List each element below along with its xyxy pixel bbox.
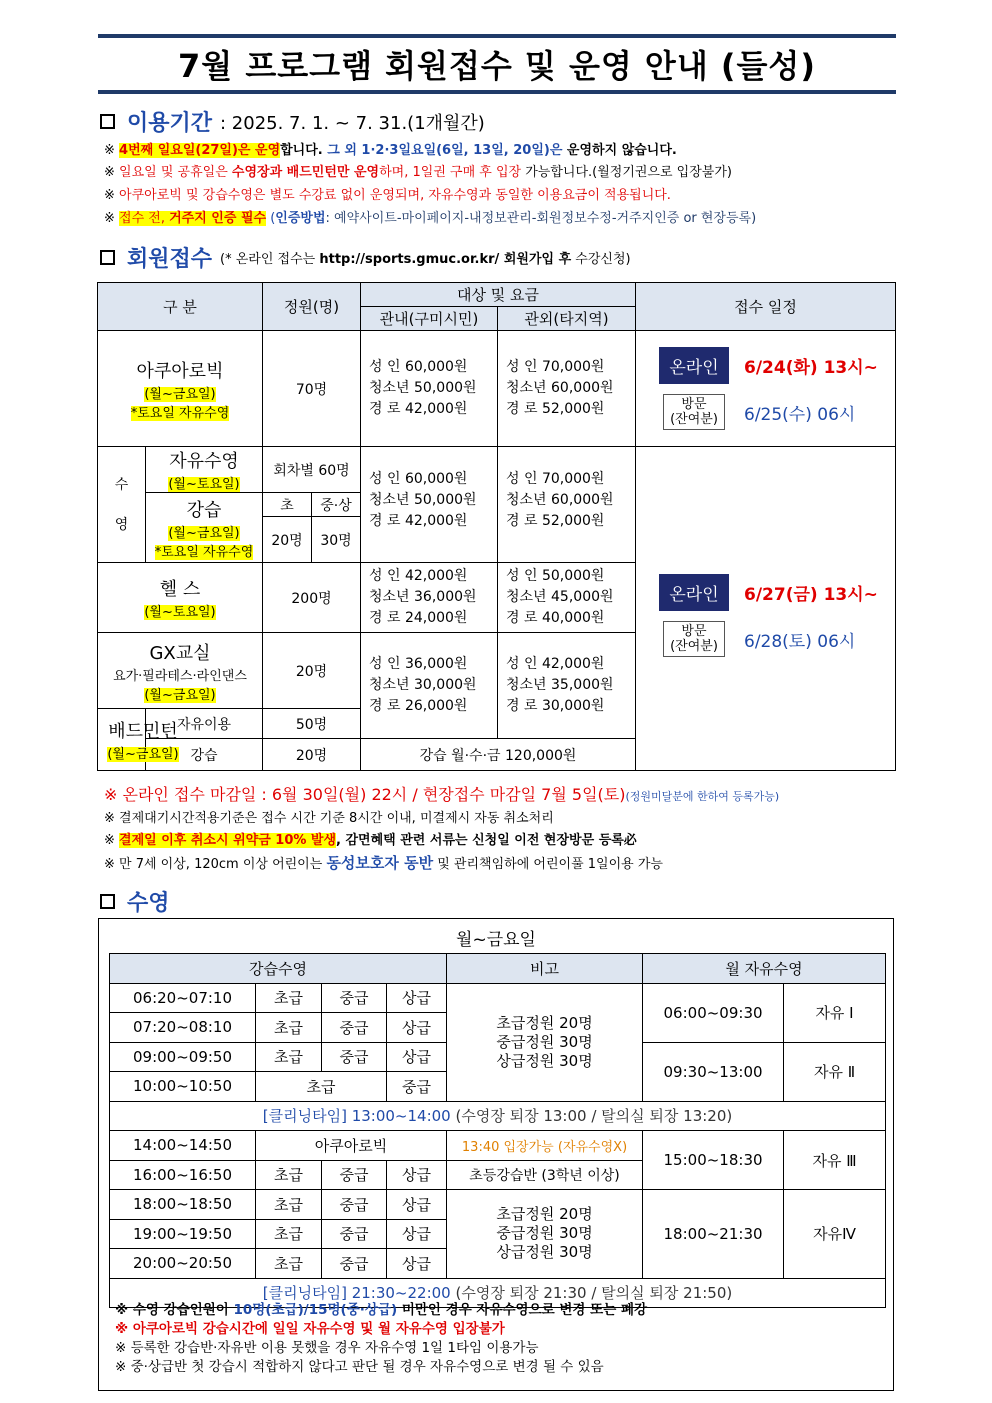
badminton-free-capacity: 50명 (263, 709, 361, 739)
note-payment: ※ 결제대기시간적용기준은 접수 시간 기준 8시간 이내, 미결제시 자동 취소처리 (104, 811, 554, 826)
free-swim-capacity: 회차별 60명 (263, 447, 361, 493)
note-holiday-c: 하며, (379, 165, 413, 180)
level-beginner: 초급 (256, 1072, 387, 1102)
swim-days: 월~금요일 (456, 930, 536, 950)
fee-line: 경 로 24,000원 (369, 610, 468, 626)
free-swim-days: (월~토요일) (168, 477, 240, 492)
membership-label: 회원접수 (127, 247, 213, 272)
clean-2-b: (수영장 퇴장 21:30 / 탈의실 퇴장 21:50) (450, 1284, 733, 1303)
note-sunday-text: 합니다. (280, 143, 328, 158)
free-time-2: 09:30~13:00 (643, 1042, 784, 1101)
level-adv: 상급 (387, 1190, 447, 1220)
time-slot: 18:00~18:50 (110, 1190, 256, 1220)
fee-line: 경 로 42,000원 (369, 401, 468, 417)
note-kids-a: 만 7세 이상, 120cm 이상 어린이는 (119, 857, 327, 872)
swim-section-label: 수영 (127, 891, 170, 916)
badminton-name: 배드민턴 (108, 721, 178, 742)
gx-capacity: 20명 (263, 633, 361, 709)
swim-note-1-b: 10명(초급)/15명(중·상급) (233, 1302, 398, 1318)
membership-note-c: 수강신청) (571, 252, 631, 267)
badminton-days: (월~금요일) (107, 747, 179, 762)
level-beginner: 초급 (256, 1013, 322, 1043)
fee-line: 경 로 26,000원 (369, 698, 468, 714)
aqua-cell (98, 331, 263, 447)
fee-line: 경 로 42,000원 (369, 513, 468, 529)
header-gubun: 구 분 (98, 283, 263, 331)
capacity-note-1 (447, 983, 643, 1101)
aqua-capacity: 70명 (263, 331, 361, 447)
lesson-midup: 중·상 (312, 493, 361, 517)
cap-line: 초급정원 20명 (496, 1205, 593, 1224)
lesson-free: *토요일 자유수영 (154, 544, 254, 560)
note-holiday-a: 일요일 및 공휴일은 (119, 165, 232, 180)
swim-note-3: ※ 등록한 강습반·자유반 이용 못했을 경우 자유수영 1일 1타임 이용가능 (115, 1340, 539, 1356)
note-holiday-e: 가능합니다.(월정기권으로 입장불가) (521, 165, 732, 180)
swim-label-2: 영 (114, 516, 129, 533)
level-beginner: 초급 (256, 1160, 322, 1190)
note-res-d: 인증방법 (275, 211, 326, 226)
free-label-2: 자유 Ⅱ (784, 1042, 886, 1101)
visit-badge (663, 621, 725, 657)
aquarobic-lesson: 아쿠아로빅 (256, 1131, 447, 1161)
swim-note-4: ※ 중·상급반 첫 강습시 적합하지 않다고 판단 될 경우 자유수영으로 변경 될 수 있음 (115, 1359, 604, 1375)
membership-note (220, 248, 631, 267)
fee-line: 성 인 50,000원 (506, 568, 605, 584)
health-name: 헬 스 (159, 579, 201, 600)
free-time-1: 06:00~09:30 (643, 983, 784, 1042)
cap-line: 중급정원 30명 (496, 1224, 593, 1243)
deadline-note (104, 784, 779, 808)
fee-line: 청소년 36,000원 (369, 589, 477, 605)
schedule-2-visit: 6/28(토) 06시 (744, 631, 856, 652)
clean-1-a: [클리닝타임] 13:00~14:00 (262, 1107, 451, 1126)
level-mid: 중급 (322, 1160, 387, 1190)
gx-fee-outside (498, 633, 636, 739)
lesson-beginner: 초 (263, 493, 312, 517)
lesson-cell (146, 493, 263, 563)
time-slot: 20:00~20:50 (110, 1249, 256, 1279)
lesson-name: 강습 (186, 499, 222, 521)
header-local: 관내(구미시민) (361, 307, 498, 331)
time-slot: 06:20~07:10 (110, 983, 256, 1013)
level-mid: 중급 (322, 1249, 387, 1279)
swim-section (100, 886, 170, 917)
gx-days: (월~금요일) (144, 687, 216, 703)
badminton-lesson: 강습 (146, 739, 263, 771)
fee-line: 성 인 42,000원 (369, 568, 468, 584)
fee-line: 경 로 52,000원 (506, 401, 605, 417)
visit-sub: (잔여분) (670, 639, 718, 654)
schedule-1 (636, 331, 896, 447)
visit-sub: (잔여분) (670, 412, 718, 427)
swim-label (98, 447, 146, 563)
health-capacity: 200명 (263, 563, 361, 633)
visit-label: 방문 (681, 624, 707, 639)
time-slot: 10:00~10:50 (110, 1072, 256, 1102)
note-aqua: ※ 아쿠아로빅 및 강습수영은 별도 수강료 없이 운영되며, 자유수영과 동일한 이용요금이 적용됩니다. (104, 188, 671, 203)
fee-line: 성 인 42,000원 (506, 656, 605, 672)
note-kids-b: 동성보호자 동반 (326, 854, 434, 872)
cap-line: 중급정원 30명 (496, 1032, 593, 1051)
time-slot: 19:00~19:50 (110, 1219, 256, 1249)
gx-fee-local (361, 633, 498, 739)
gx-name: GX교실 (149, 642, 211, 664)
fee-line: 청소년 30,000원 (369, 677, 477, 693)
aqua-days: (월~금요일) (144, 386, 216, 402)
header-lesson: 강습수영 (110, 954, 447, 984)
aqua-note: 13:40 입장가능 (자유수영X) (447, 1131, 643, 1161)
header-target: 대상 및 요금 (361, 283, 636, 307)
aqua-fee-outside (498, 331, 636, 447)
cleaning-time-1 (110, 1101, 886, 1131)
period-value: : 2025. 7. 1. ~ 7. 31.(1개월간) (220, 112, 485, 134)
level-mid: 중급 (387, 1072, 447, 1102)
clean-1-b: (수영장 퇴장 13:00 / 탈의실 퇴장 13:20) (450, 1107, 733, 1126)
level-beginner: 초급 (256, 1219, 322, 1249)
note-sunday: ※ 4번째 일요일(27일)은 운영합니다. 그 외 1·2·3일요일(6일, 13일, 20일)은 운영하지 않습니다. (104, 143, 677, 158)
time-slot: 09:00~09:50 (110, 1042, 256, 1072)
note-cancel-a: 결제일 이후 취소시 위약금 10% 발생 (119, 833, 337, 848)
health-fee-local (361, 563, 498, 633)
health-days: (월~토요일) (144, 605, 216, 620)
swim-note-1 (115, 1301, 647, 1320)
badminton-lesson-capacity: 20명 (263, 739, 361, 771)
membership-note-a: (* 온라인 접수는 (220, 252, 320, 267)
health-cell (98, 563, 263, 633)
membership-section (100, 242, 631, 273)
lesson-days: (월~금요일) (168, 525, 240, 541)
level-beginner: 초급 (256, 1190, 322, 1220)
header-capacity: 정원(명) (263, 283, 361, 331)
membership-url: http://sports.gmuc.or.kr/ 회원가입 후 (319, 252, 572, 267)
note-res-c: ( (266, 211, 276, 226)
free-label-3: 자유 Ⅲ (784, 1131, 886, 1190)
schedule-1-visit: 6/25(수) 06시 (744, 404, 856, 425)
header-outside: 관외(타지역) (498, 307, 636, 331)
note-res-a: 접수 전, (119, 211, 170, 226)
note-holiday-d: 1일권 구매 후 입장 (412, 165, 522, 180)
swim-schedule-box (98, 918, 894, 1391)
deadline-sub: (정원미달분에 한하여 등록가능) (625, 790, 780, 803)
fee-line: 청소년 45,000원 (506, 589, 614, 605)
page-title: 7월 프로그램 회원접수 및 운영 안내 (들성) (178, 47, 816, 85)
fee-line: 경 로 40,000원 (506, 610, 605, 626)
free-swim-name: 자유수영 (169, 451, 239, 472)
swim-notes (115, 1301, 647, 1377)
swim-schedule-table (109, 953, 886, 1308)
free-label-4: 자유Ⅳ (784, 1190, 886, 1279)
fee-line: 성 인 36,000원 (369, 656, 468, 672)
period-section (100, 106, 485, 137)
schedule-2-online: 6/27(금) 13시~ (744, 585, 878, 605)
schedule-1-online: 6/24(화) 13시~ (744, 358, 878, 378)
capacity-note-2 (447, 1190, 643, 1279)
level-adv: 상급 (387, 1042, 447, 1072)
fee-line: 청소년 50,000원 (369, 380, 477, 396)
schedule-2 (636, 447, 896, 771)
aqua-free: *토요일 자유수영 (130, 405, 230, 421)
note-payment-text: 결제대기시간적용기준은 접수 시간 기준 8시간 이내, 미결제시 자동 취소처리 (119, 811, 554, 826)
level-beginner: 초급 (256, 1042, 322, 1072)
level-beginner: 초급 (256, 1249, 322, 1279)
level-adv: 상급 (387, 1013, 447, 1043)
cap-line: 초급정원 20명 (496, 1013, 593, 1032)
gx-cell (98, 633, 263, 709)
fee-line: 청소년 60,000원 (506, 380, 614, 396)
cap-line: 상급정원 30명 (496, 1051, 593, 1070)
level-adv: 상급 (387, 1219, 447, 1249)
level-adv: 상급 (387, 1249, 447, 1279)
fee-line: 청소년 50,000원 (369, 492, 477, 508)
level-mid: 중급 (322, 1042, 387, 1072)
note-res-b: 거주지 인증 필수 (169, 211, 267, 226)
fee-line: 성 인 60,000원 (369, 359, 468, 375)
note-holiday: ※ 일요일 및 공휴일은 수영장과 배드민턴만 운영하며, 1일권 구매 후 입장 가능합니다.(월정기권으로 입장불가) (104, 165, 732, 180)
fee-line: 경 로 30,000원 (506, 698, 605, 714)
fee-line: 청소년 60,000원 (506, 492, 614, 508)
time-slot: 14:00~14:50 (110, 1131, 256, 1161)
visit-label: 방문 (681, 397, 707, 412)
aqua-fee-local (361, 331, 498, 447)
swim-note-2: ※ 아쿠아로빅 강습시간에 일일 자유수영 및 월 자유수영 입장불가 (115, 1321, 505, 1337)
note-kids-c: 및 관리책임하에 어린이풀 1일이용 가능 (433, 857, 663, 872)
note-cancel-b: , 감면혜택 관련 서류는 신청일 이전 현장방문 등록必 (336, 833, 637, 848)
visit-badge (663, 394, 725, 430)
title-bar (98, 34, 896, 94)
fee-line: 성 인 70,000원 (506, 359, 605, 375)
badminton-lesson-fee: 강습 월·수·금 120,000원 (361, 739, 636, 771)
note-aqua-text: 아쿠아로빅 및 강습수영은 별도 수강료 없이 운영되며, 자유수영과 동일한 이용요금이 적용됩니다. (119, 188, 671, 203)
cap-line: 상급정원 30명 (496, 1243, 593, 1262)
free-time-4: 18:00~21:30 (643, 1190, 784, 1279)
checkbox-square-icon (100, 894, 115, 909)
level-mid: 중급 (322, 1219, 387, 1249)
note-cancel: ※ 결제일 이후 취소시 위약금 10% 발생, 감면혜택 관련 서류는 신청일 이전 현장방문 등록必 (104, 833, 637, 848)
lesson-beginner-capacity: 20명 (263, 517, 312, 563)
swim-label-1: 수 (114, 476, 129, 493)
header-schedule: 접수 일정 (636, 283, 896, 331)
badminton-cell (98, 709, 179, 771)
level-adv: 상급 (387, 1160, 447, 1190)
note-res-e: : 예약사이트-마이페이지-내정보관리-회원정보수정-거주지인증 or 현장등록) (325, 211, 757, 226)
clean-2-a: [클리닝타임] 21:30~22:00 (262, 1284, 451, 1303)
badminton-free: 자유이용 (146, 709, 263, 739)
checkbox-square-icon (100, 114, 115, 129)
free-swim-cell (146, 447, 263, 493)
online-badge: 온라인 (659, 347, 728, 384)
note-residence: ※ 접수 전, 거주지 인증 필수 (인증방법: 예약사이트-마이페이지-내정보관리-회원정보수정-거주지인증 or 현장등록) (104, 211, 757, 226)
time-slot: 07:20~08:10 (110, 1013, 256, 1043)
level-adv: 상급 (387, 983, 447, 1013)
swim-note-1-a: ※ 수영 강습인원이 (115, 1302, 234, 1318)
note-sunday-open: 4번째 일요일(27일)은 운영 (119, 143, 281, 158)
health-fee-outside (498, 563, 636, 633)
lesson-midup-capacity: 30명 (312, 517, 361, 563)
gx-sub: 요가·필라테스·라인댄스 (113, 668, 247, 684)
level-mid: 중급 (322, 1190, 387, 1220)
membership-table (97, 282, 896, 771)
deadline-text: ※ 온라인 접수 마감일 : 6월 30일(월) 22시 / 현장접수 마감일 7월 5일(토) (104, 785, 626, 804)
note-kids: ※ 만 7세 이상, 120cm 이상 어린이는 동성보호자 동반 및 관리책임하에 어린이풀 1일이용 가능 (104, 854, 663, 872)
free-label-1: 자유 Ⅰ (784, 983, 886, 1042)
fee-line: 청소년 35,000원 (506, 677, 614, 693)
fee-line: 성 인 70,000원 (506, 471, 605, 487)
level-beginner: 초급 (256, 983, 322, 1013)
swim-fee-outside (498, 447, 636, 563)
aqua-name: 아쿠아로빅 (136, 360, 224, 382)
period-label: 이용기간 (127, 111, 213, 136)
level-mid: 중급 (322, 1013, 387, 1043)
kids-class: 초등강습반 (3학년 이상) (447, 1160, 643, 1190)
checkbox-square-icon (100, 250, 115, 265)
online-badge: 온라인 (659, 574, 728, 611)
header-free: 월 자유수영 (643, 954, 886, 984)
time-slot: 16:00~16:50 (110, 1160, 256, 1190)
swim-note-1-c: 미만인 경우 자유수영으로 변경 또는 폐강 (397, 1302, 648, 1318)
free-time-3: 15:00~18:30 (643, 1131, 784, 1190)
header-note: 비고 (447, 954, 643, 984)
note-sunday-closed: 그 외 1·2·3일요일(6일, 13일, 20일)은 (327, 143, 563, 158)
note-holiday-b: 수영장과 배드민턴만 운영 (231, 165, 380, 180)
fee-line: 경 로 52,000원 (506, 513, 605, 529)
swim-fee-local (361, 447, 498, 563)
level-mid: 중급 (322, 983, 387, 1013)
fee-line: 성 인 60,000원 (369, 471, 468, 487)
note-sunday-text2: 운영하지 않습니다. (562, 143, 677, 158)
